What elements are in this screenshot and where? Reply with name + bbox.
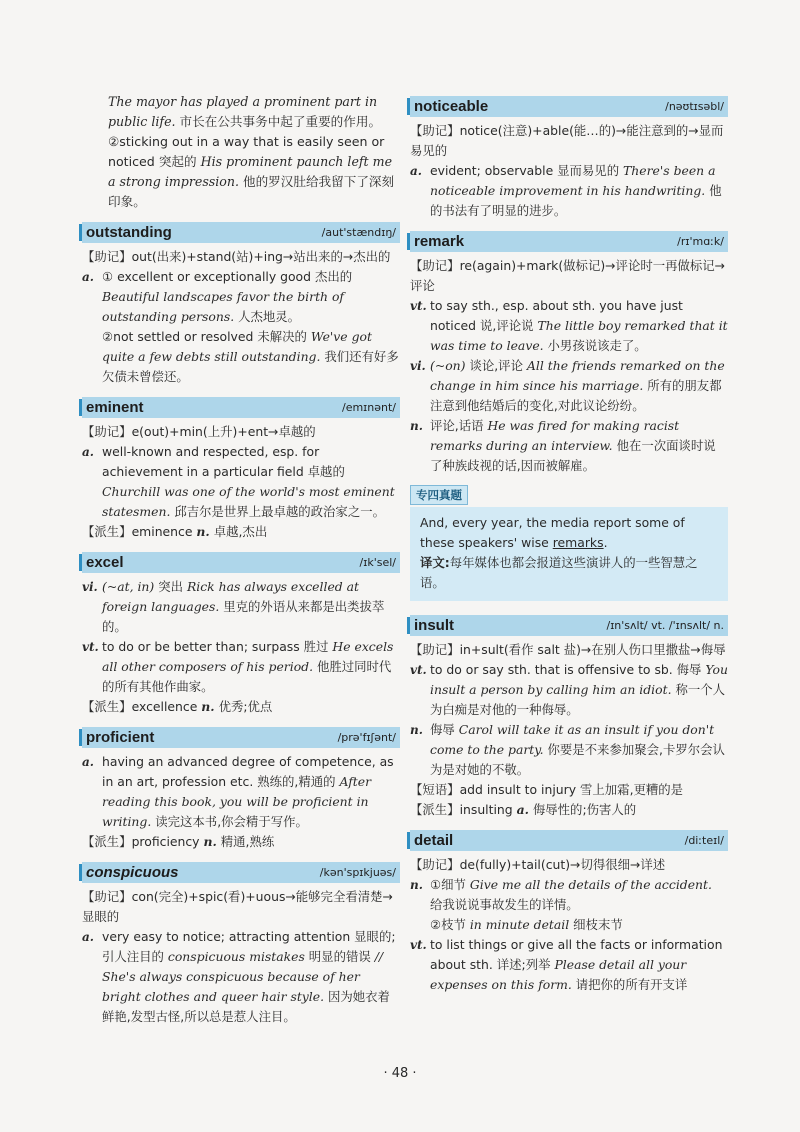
derivative: 【派生】proficiency n. 精通,熟练 [82, 834, 275, 849]
mnemonic: 【助记】e(out)+min(上升)+ent→卓越的 [82, 424, 316, 439]
pronunciation: /ɪk'sel/ [359, 556, 396, 569]
derivative: 【派生】eminence n. 卓越,杰出 [82, 524, 268, 539]
pronunciation: /ɪn'sʌlt/ vt. /'ɪnsʌlt/ n. [606, 619, 724, 632]
entry-header-outstanding [82, 222, 400, 243]
entry-header-detail [410, 830, 728, 851]
pos-label: a. [82, 755, 94, 769]
sense: a. evident; observable 显而易见的 There's been a noticeable improvement in his handwriting. 他的书法有了明显的进步。 [410, 161, 728, 221]
sense: n. 侮辱 Carol will take it as an insult if you don't come to the party. 你要是不来参加聚会,卡罗尔会认为是对她的不敬。 [410, 720, 728, 780]
headword: eminent [86, 399, 144, 416]
definition-zh: 突起的 [158, 154, 197, 169]
headword: detail [414, 832, 454, 849]
right-column [410, 96, 728, 995]
headword: outstanding [86, 224, 172, 241]
derivative: 【派生】insulting a. 侮辱性的;伤害人的 [410, 802, 637, 817]
mnemonic: 【助记】con(完全)+spic(看)+uous→能够完全看清楚→显眼的 [82, 889, 393, 924]
sense: vi. (~at, in) 突出 Rick has always excelled at foreign languages. 里克的外语从来都是出类拔萃的。 [82, 577, 400, 637]
entry-header-insult [410, 615, 728, 636]
sense: vi. (~on) 谈论,评论 All the friends remarked on the change in him since his marriage. 所有的朋友都注意到他结婚后的变化,对此议论纷纷。 [410, 356, 728, 416]
mnemonic: 【助记】de(fully)+tail(cut)→切得很细→详述 [410, 857, 666, 872]
derivative: 【派生】excellence n. 优秀;优点 [82, 699, 273, 714]
page-number: · 48 · [383, 1066, 417, 1081]
sense: a. ① excellent or exceptionally good 杰出的 Beautiful landscapes favor the birth of outstanding persons. 人杰地灵。 ②not settled or resolved 未解决的 We've got quite a few debts still outstanding. 我们还有好多欠债未曾偿还。 [82, 267, 400, 387]
example-en: His prominent paunch left me a strong impression. [108, 154, 393, 189]
pos-label: n. [410, 419, 423, 433]
pos-label: vt. [410, 299, 427, 313]
mnemonic: 【助记】in+sult(看作 salt 盐)→在别人伤口里撒盐→侮辱 [410, 642, 726, 657]
pos-label: a. [82, 930, 94, 944]
headword: excel [86, 554, 124, 571]
example-zh: 他的罗汉肚给我留下了深刻印象。 [108, 174, 395, 209]
pos-label: n. [410, 723, 423, 737]
pos-label: vi. [410, 359, 426, 373]
entry-header-noticeable [410, 96, 728, 117]
sense: vt. to say sth., esp. about sth. you have just noticed 说,评论说 The little boy remarked that it was time to leave. 小男孩说该走了。 [410, 296, 728, 356]
headword: noticeable [414, 98, 489, 115]
sense: vt. to do or be better than; surpass 胜过 He excels all other composers of his period. 他胜过同时代的所有其他作曲家。 [82, 637, 400, 697]
entry-header-excel [82, 552, 400, 573]
left-column [82, 92, 400, 1027]
phrase: 【短语】add insult to injury 雪上加霜,更糟的是 [410, 782, 684, 797]
pronunciation: /emɪnənt/ [341, 401, 396, 414]
mnemonic: 【助记】notice(注意)+able(能…的)→能注意到的→显而易见的 [410, 123, 724, 158]
entry-header-remark [410, 231, 728, 252]
prominent-continued: The mayor has played a prominent part in public life. 市长在公共事务中起了重要的作用。 ②sticking out in a way that is easily seen or noticed 突起的 His prominent paunch left me a strong impression. 他的罗汉肚给我留下了深刻印象。 [108, 94, 395, 209]
pronunciation: /prə'fɪʃənt/ [337, 731, 396, 744]
exam-label: 专四真题 [410, 485, 468, 505]
pronunciation: /diːteɪl/ [684, 834, 724, 847]
pos-label: a. [82, 270, 94, 284]
exam-question-box: 专四真题 And, every year, the media report some of these speakers' wise remarks. 译文:每年媒体也都会报道这些演讲人的一些智慧之语。 [410, 484, 728, 601]
pronunciation: /nəʊtɪsəbl/ [665, 100, 724, 113]
pronunciation: /aut'stændɪŋ/ [321, 226, 396, 239]
pos-label: vi. [82, 580, 98, 594]
pos-label: n. [410, 878, 423, 892]
headword: proficient [86, 729, 155, 746]
sense: n. 评论,话语 He was fired for making racist remarks during an interview. 他在一次面谈时说了种族歧视的话,因而被解雇。 [410, 416, 728, 476]
example-en: The mayor has played a prominent part in public life. [108, 94, 378, 129]
mnemonic: 【助记】re(again)+mark(做标记)→评论时一再做标记→评论 [410, 258, 726, 293]
headword: insult [414, 617, 454, 634]
sense: a. very easy to notice; attracting attention 显眼的;引人注目的 conspicuous mistakes 明显的错误 // She's always conspicuous because of her bright clothes and queer hair style. 因为她衣着鲜艳,发型古怪,所以总是惹人注目。 [82, 927, 400, 1027]
entry-header-conspicuous [82, 862, 400, 883]
pronunciation: /kən'spɪkjuəs/ [319, 866, 396, 879]
pos-label: vt. [410, 663, 427, 677]
headword: remark [414, 233, 465, 250]
sense: vt. to list things or give all the facts or information about sth. 详述;列举 Please detail all your expenses on this form. 请把你的所有开支详 [410, 935, 728, 995]
pos-label: a. [82, 445, 94, 459]
sense: vt. to do or say sth. that is offensive to sb. 侮辱 You insult a person by calling him an idiot. 称一个人为白痴是对他的一种侮辱。 [410, 660, 728, 720]
mnemonic: 【助记】out(出来)+stand(站)+ing→站出来的→杰出的 [82, 249, 391, 264]
pos-label: a. [410, 164, 422, 178]
pos-label: vt. [410, 938, 427, 952]
sense: n. ①细节 Give me all the details of the accident. 给我说说事故发生的详情。 ②枝节 in minute detail 细枝末节 [410, 875, 728, 935]
pos-label: vt. [82, 640, 99, 654]
definition-en: sticking out in a way that is easily seen or noticed [108, 134, 385, 169]
entry-header-proficient [82, 727, 400, 748]
headword: conspicuous [86, 864, 179, 881]
example-zh: 市长在公共事务中起了重要的作用。 [179, 114, 382, 129]
entry-header-eminent [82, 397, 400, 418]
sense: a. well-known and respected, esp. for achievement in a particular field 卓越的 Churchill was one of the world's most eminent statesmen. 邱吉尔是世界上最卓越的政治家之一。 [82, 442, 400, 522]
pronunciation: /rɪ'mɑːk/ [677, 235, 724, 248]
sense: a. having an advanced degree of competence, as in an art, profession etc. 熟练的,精通的 After reading this book, you will be proficient in writing. 读完这本书,你会精于写作。 [82, 752, 400, 832]
